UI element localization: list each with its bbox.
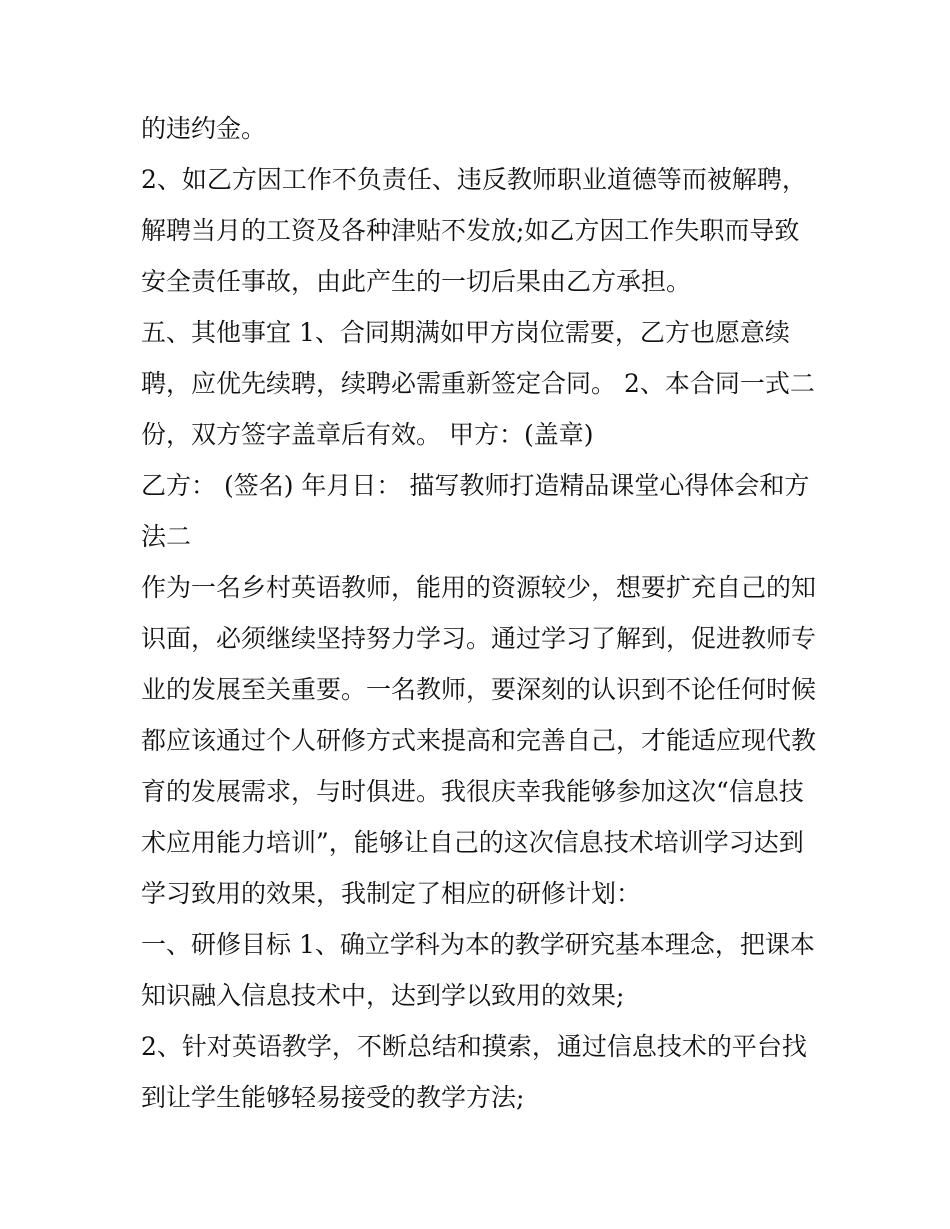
text-line: 术应用能力培训”，能够让自己的这次信息技术培训学习达到 xyxy=(141,828,804,857)
text-line: 的违约金。 xyxy=(141,114,267,143)
text-line: 聘，应优先续聘，续聘必需重新签定合同。 2、本合同一式二 xyxy=(141,369,815,398)
text-line: 识面，必须继续坚持努力学习。通过学习了解到，促进教师专 xyxy=(141,624,817,653)
text-line: 作为一名乡村英语教师，能用的资源较少，想要扩充自己的知 xyxy=(141,573,817,602)
text-line: 安全责任事故，由此产生的一切后果由乙方承担。 xyxy=(141,267,692,296)
text-line: 业的发展至关重要。一名教师，要深刻的认识到不论任何时候 xyxy=(141,675,817,704)
text-line: 育的发展需求，与时俱进。我很庆幸我能够参加这次“信息技 xyxy=(141,777,804,806)
text-line: 一、研修目标 1、确立学科为本的教学研究基本理念，把课本 xyxy=(141,930,815,959)
text-line: 2、针对英语教学，不断总结和摸索，通过信息技术的平台找 xyxy=(141,1032,807,1061)
text-line: 乙方： (签名) 年月日： 描写教师打造精品课堂心得体会和方 xyxy=(141,471,810,500)
text-line: 都应该通过个人研修方式来提高和完善自己，才能适应现代教 xyxy=(141,726,817,755)
text-line: 2、如乙方因工作不负责任、违反教师职业道德等而被解聘， xyxy=(141,165,807,194)
text-line: 五、其他事宜 1、合同期满如甲方岗位需要，乙方也愿意续 xyxy=(141,318,790,347)
text-line: 到让学生能够轻易接受的教学方法; xyxy=(141,1083,525,1112)
text-line: 知识融入信息技术中，达到学以致用的效果; xyxy=(141,981,625,1010)
text-line: 份，双方签字盖章后有效。 甲方：(盖章) xyxy=(141,420,594,449)
text-line: 法二 xyxy=(141,522,192,551)
text-line: 解聘当月的工资及各种津贴不发放;如乙方因工作失职而导致 xyxy=(141,216,800,245)
text-line: 学习致用的效果，我制定了相应的研修计划： xyxy=(141,879,642,908)
